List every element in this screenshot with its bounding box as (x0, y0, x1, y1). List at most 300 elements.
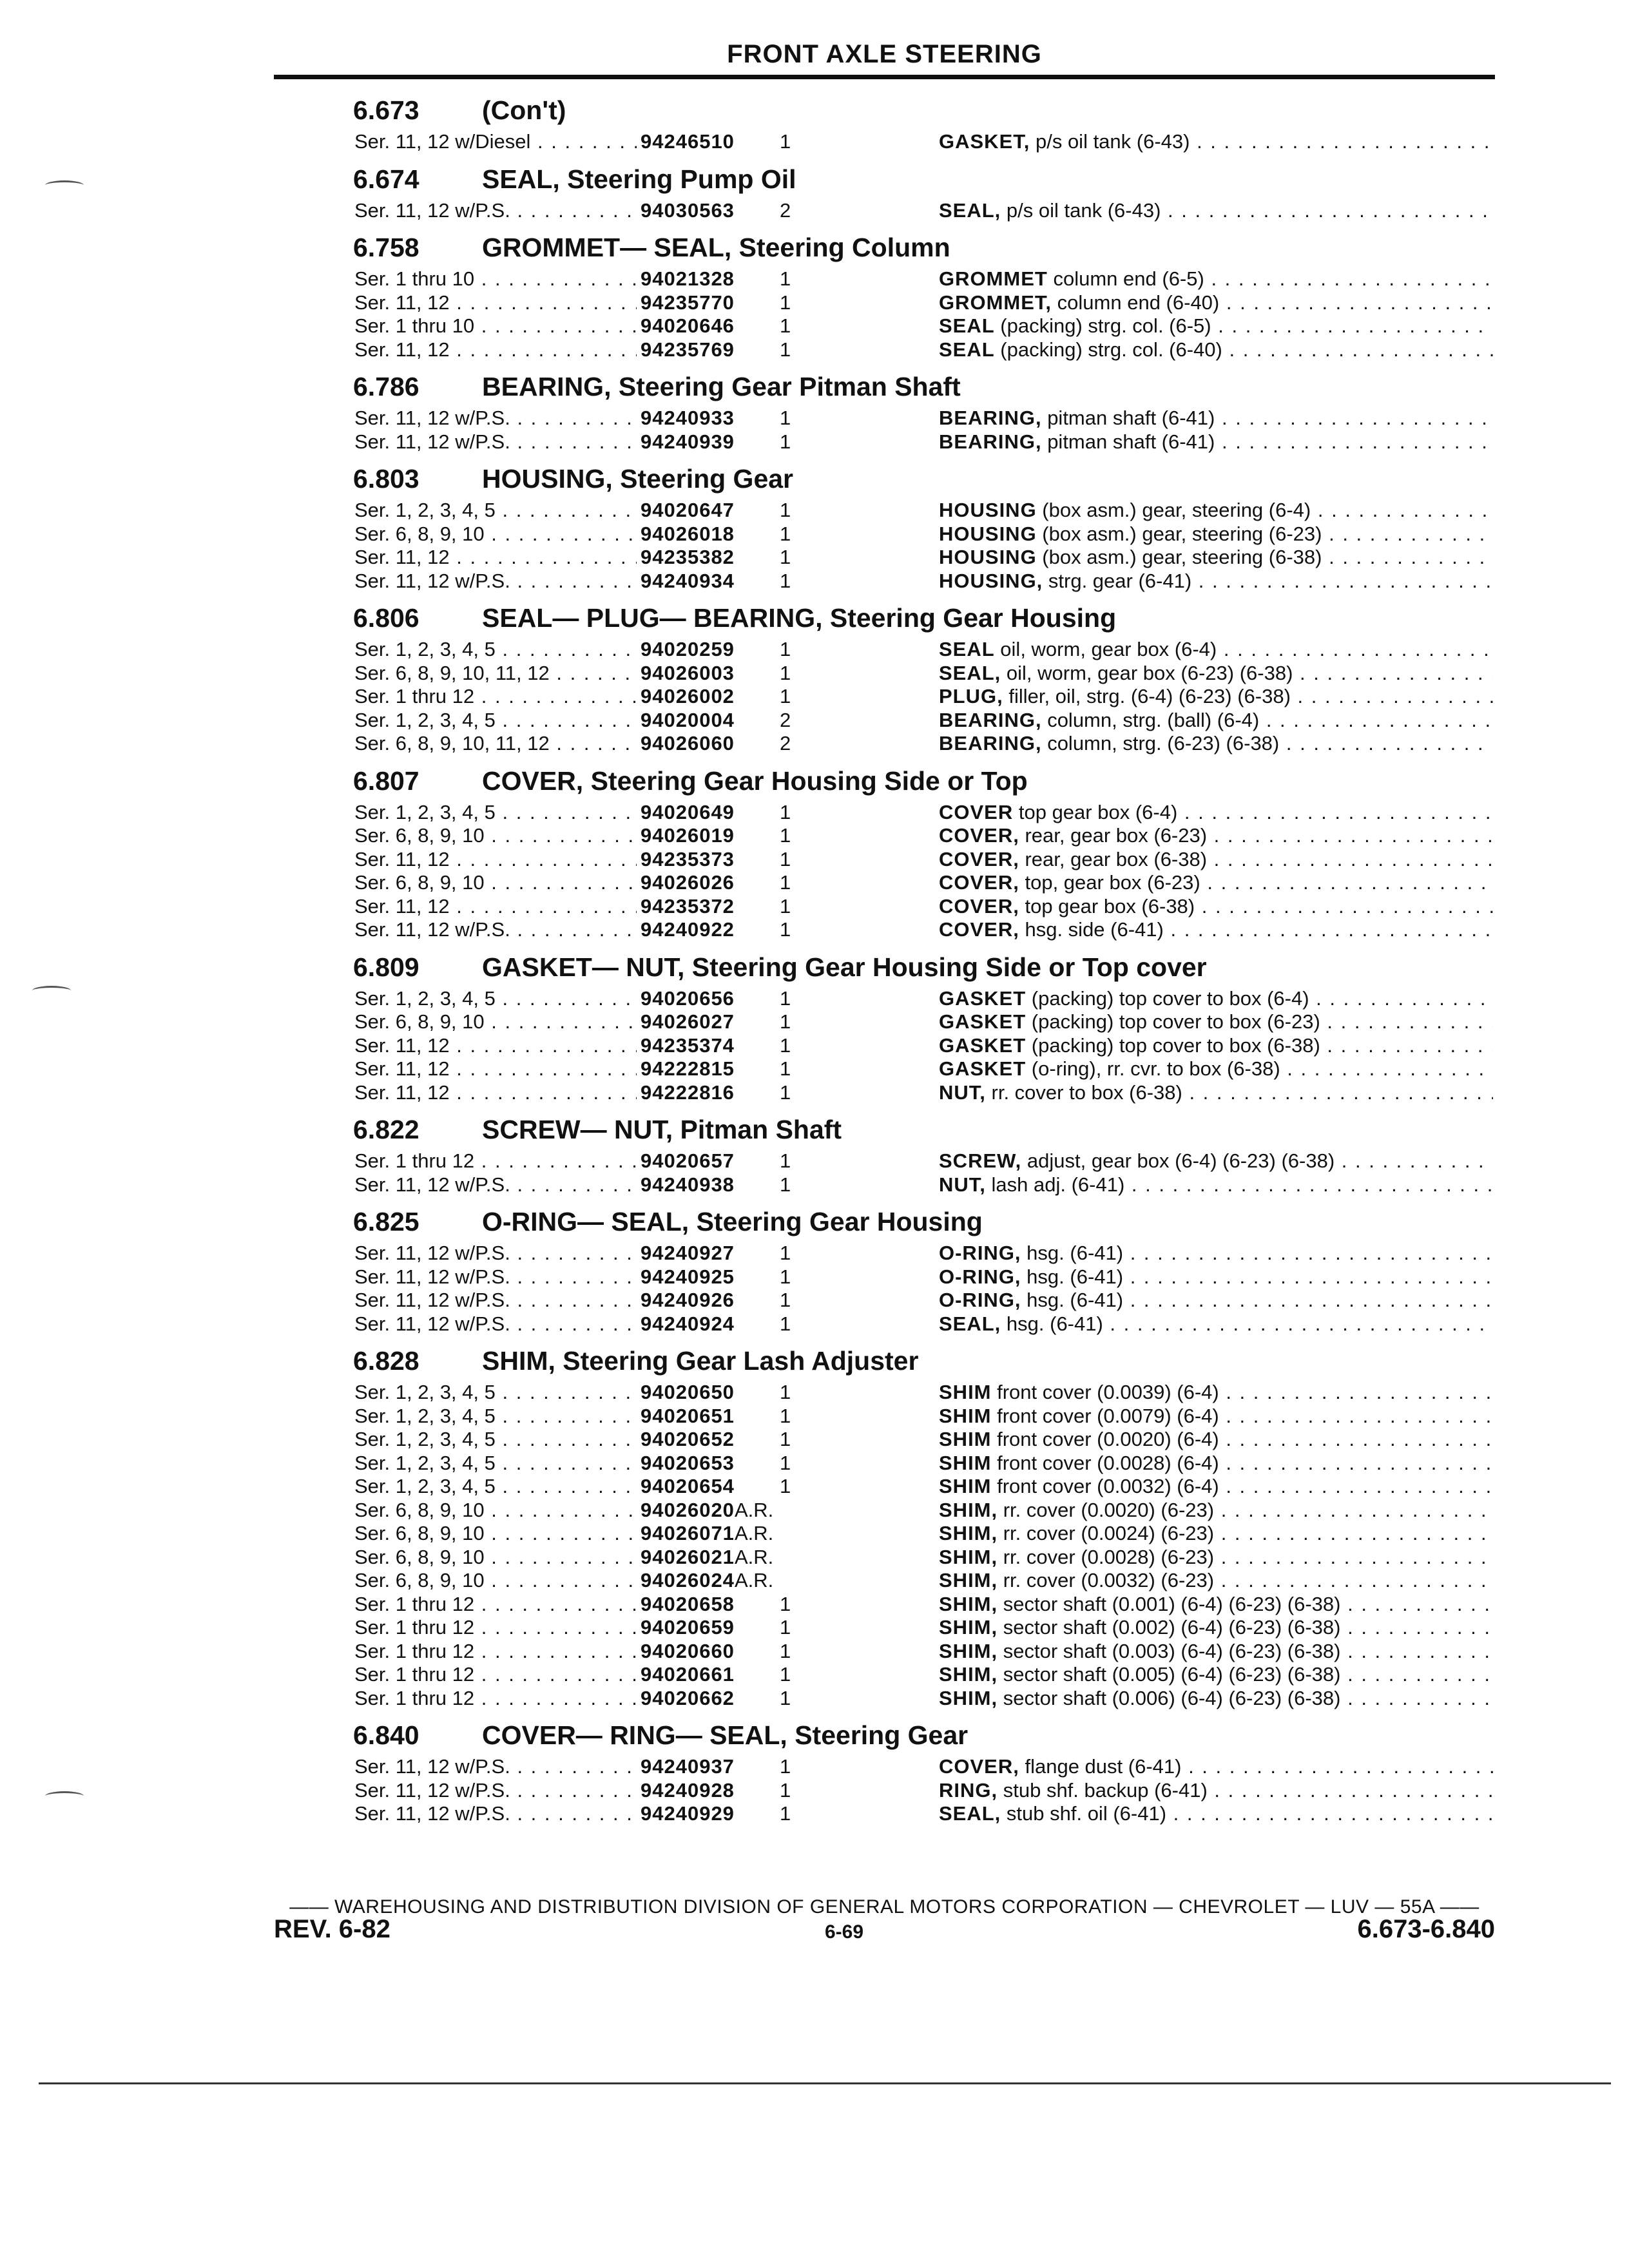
part-number-value: 94240922 (641, 918, 735, 941)
table-row (353, 1452, 1494, 1475)
part-number (637, 987, 735, 1011)
part-number (637, 1242, 735, 1265)
serial-range: Ser. 1, 2, 3, 4, 5 . . . (354, 638, 638, 662)
table-row (353, 685, 1494, 709)
part-keyword: NUT, (939, 1173, 986, 1196)
part-keyword: SHIM, (939, 1545, 998, 1568)
section-heading (353, 947, 1494, 987)
quantity: 1 (780, 824, 791, 847)
part-number (637, 1499, 773, 1523)
quantity: 1 (780, 1242, 791, 1264)
quantity: 1 (780, 1592, 791, 1615)
page-header (274, 40, 1495, 79)
serial-range: Ser. 11, 12 . . . (354, 895, 638, 919)
quantity: 1 (780, 894, 791, 918)
part-number (637, 546, 735, 570)
part-detail: strg. gear (6-41) (1043, 569, 1192, 592)
section-heading (353, 1110, 1494, 1149)
quantity: 1 (780, 1778, 791, 1802)
quantity: 1 (780, 1289, 791, 1311)
table-row (353, 1289, 1494, 1312)
part-description (939, 1242, 1493, 1265)
section-title: (Con't) (482, 95, 566, 125)
part-description (939, 430, 1493, 454)
quantity: 1 (780, 1265, 791, 1288)
part-keyword: HOUSING (939, 522, 1037, 545)
section-rows (353, 1381, 1494, 1710)
part-keyword: O-RING, (939, 1242, 1021, 1264)
table-row (353, 1010, 1494, 1034)
quantity: 1 (780, 407, 791, 429)
part-detail: (packing) strg. col. (6-5) (994, 314, 1211, 337)
part-number (637, 1687, 735, 1711)
section-heading (353, 90, 1494, 130)
page-number: 6-69 (825, 1921, 864, 1943)
part-description (939, 1663, 1493, 1687)
parts-list (353, 90, 1494, 1831)
part-number-value: 94020654 (641, 1475, 735, 1497)
quantity: 1 (780, 1755, 791, 1778)
part-detail: top gear box (6-38) (1019, 894, 1195, 918)
part-description (939, 824, 1493, 848)
part-number-value: 94020649 (641, 800, 735, 823)
part-number-value: 94246510 (641, 130, 735, 153)
section-heading (353, 227, 1494, 267)
table-row (353, 871, 1494, 895)
part-number (637, 732, 735, 756)
part-description (939, 1687, 1493, 1711)
table-row (353, 848, 1494, 872)
part-keyword: BEARING, (939, 407, 1042, 429)
table-row (353, 130, 1494, 154)
table-row (353, 1312, 1494, 1336)
part-keyword: SEAL, (939, 198, 1001, 222)
table-row (353, 430, 1494, 454)
part-keyword: NUT, (939, 1081, 986, 1104)
section-title: COVER, Steering Gear Housing Side or Top (482, 765, 1028, 796)
part-description (939, 1312, 1493, 1336)
part-number (637, 824, 735, 848)
section-rows (353, 407, 1494, 454)
section-title: GROMMET— SEAL, Steering Column (482, 233, 950, 262)
part-number-value: 94020662 (641, 1686, 735, 1709)
part-detail: pitman shaft (6-41) (1041, 407, 1215, 429)
serial-range: Ser. 1, 2, 3, 4, 5 . . . (354, 709, 638, 733)
part-number-value: 94020657 (641, 1149, 735, 1172)
part-number-value: 94030563 (641, 198, 735, 222)
quantity: 1 (780, 314, 791, 337)
part-number (637, 662, 735, 686)
part-description (939, 1499, 1493, 1523)
part-number (637, 1173, 735, 1197)
section-number: 6.803 (353, 464, 419, 494)
part-number-value: 94235374 (641, 1033, 735, 1057)
quantity: 1 (780, 1173, 791, 1196)
quantity: 1 (780, 522, 791, 545)
part-detail: rr. cover (0.0032) (6-23) (998, 1569, 1215, 1591)
quantity: 1 (780, 291, 791, 314)
part-keyword: SHIM, (939, 1592, 998, 1615)
part-keyword: SEAL (939, 314, 995, 337)
part-description (939, 546, 1493, 570)
part-detail: lash adj. (6-41) (985, 1173, 1125, 1196)
table-row (353, 1265, 1494, 1289)
table-row (353, 1640, 1494, 1664)
section-number: 6.828 (353, 1346, 419, 1376)
part-detail: top gear box (6-4) (1013, 800, 1178, 823)
part-number-value: 94026024 (641, 1569, 735, 1591)
serial-range: Ser. 11, 12 . . . (354, 1081, 638, 1105)
quantity: 1 (780, 1312, 791, 1335)
table-row (353, 918, 1494, 942)
serial-range: Ser. 11, 12 . . . (354, 848, 638, 872)
part-number (637, 1265, 735, 1289)
quantity: 1 (780, 986, 791, 1010)
section-6-822 (353, 1110, 1494, 1196)
serial-range: Ser. 1 thru 12 . . . (354, 1687, 638, 1711)
part-detail: filler, oil, strg. (6-4) (6-23) (6-38) (1003, 685, 1291, 707)
part-keyword: SHIM, (939, 1639, 998, 1662)
part-detail: sector shaft (0.003) (6-4) (6-23) (6-38) (998, 1639, 1341, 1662)
part-number-value: 94020658 (641, 1592, 735, 1615)
part-keyword: SEAL, (939, 1802, 1001, 1825)
serial-range: Ser. 11, 12 w/P.S. . . . (354, 570, 638, 593)
part-number (637, 1010, 735, 1034)
table-row (353, 1663, 1494, 1687)
part-description (939, 199, 1493, 223)
part-detail: (packing) top cover to box (6-23) (1026, 1010, 1320, 1033)
part-number (637, 1428, 735, 1452)
part-description (939, 1265, 1493, 1289)
as-required-note: A.R. (734, 1522, 774, 1544)
section-number: 6.809 (353, 952, 419, 982)
table-row (353, 1173, 1494, 1197)
quantity: 1 (780, 800, 791, 823)
part-description (939, 1428, 1493, 1452)
part-number-value: 94020259 (641, 638, 735, 660)
part-number-value: 94020661 (641, 1663, 735, 1686)
part-number (637, 685, 735, 709)
serial-range: Ser. 6, 8, 9, 10, 11, 12 . . . (354, 732, 638, 756)
table-row (353, 1428, 1494, 1452)
quantity: 1 (780, 847, 791, 870)
part-description (939, 1475, 1493, 1499)
margin-mark (32, 986, 71, 995)
section-rows (353, 199, 1494, 223)
part-description (939, 1452, 1493, 1475)
part-keyword: HOUSING (939, 546, 1037, 568)
part-keyword: GASKET (939, 1057, 1027, 1080)
part-keyword: COVER, (939, 871, 1019, 894)
section-heading (353, 1202, 1494, 1242)
part-description (939, 871, 1493, 895)
serial-range: Ser. 1, 2, 3, 4, 5 . . . (354, 1428, 638, 1452)
part-number (637, 1475, 735, 1499)
serial-range: Ser. 1 thru 12 . . . (354, 1616, 638, 1640)
table-row (353, 1593, 1494, 1617)
quantity: 1 (780, 685, 791, 707)
section-title: COVER— RING— SEAL, Steering Gear (482, 1720, 969, 1750)
table-row (353, 824, 1494, 848)
table-row (353, 546, 1494, 570)
part-description (939, 918, 1493, 942)
table-row (353, 1802, 1494, 1826)
part-keyword: SHIM (939, 1475, 992, 1497)
serial-range: Ser. 11, 12 w/P.S. . . . (354, 1173, 638, 1197)
part-keyword: HOUSING (939, 499, 1037, 521)
part-number (637, 1640, 735, 1664)
part-detail: front cover (0.0032) (6-4) (991, 1475, 1219, 1497)
table-row (353, 732, 1494, 756)
revision-label: REV. 6-82 (274, 1915, 390, 1943)
serial-range: Ser. 11, 12 w/P.S. . . . (354, 1779, 638, 1803)
footer-division-line: —— WAREHOUSING AND DISTRIBUTION DIVISION OF GENERAL MOTORS CORPORATION — CHEVROLET — LUV — 55A —— (289, 1896, 1480, 1917)
part-number (637, 338, 735, 362)
table-row (353, 1475, 1494, 1499)
part-number (637, 1802, 735, 1826)
part-number (637, 570, 735, 593)
part-detail: sector shaft (0.001) (6-4) (6-23) (6-38) (998, 1592, 1341, 1615)
serial-range: Ser. 11, 12 w/P.S. . . . (354, 1312, 638, 1336)
section-number: 6.825 (353, 1207, 419, 1236)
part-number (637, 1381, 735, 1405)
part-number (637, 918, 735, 942)
serial-range: Ser. 6, 8, 9, 10 . . . (354, 1522, 638, 1546)
part-number-value: 94026020 (641, 1498, 735, 1521)
as-required-note: A.R. (734, 1545, 774, 1568)
part-description (939, 1779, 1493, 1803)
table-row (353, 338, 1494, 362)
part-number-value: 94240924 (641, 1312, 735, 1335)
part-number-value: 94235373 (641, 847, 735, 870)
section-rows (353, 638, 1494, 756)
part-detail: front cover (0.0020) (6-4) (991, 1428, 1219, 1450)
table-row (353, 1081, 1494, 1105)
part-description (939, 1289, 1493, 1312)
part-number (637, 199, 735, 223)
serial-range: Ser. 11, 12 w/P.S. . . . (354, 1289, 638, 1312)
part-detail: (box asm.) gear, steering (6-23) (1036, 522, 1322, 545)
section-6-809 (353, 947, 1494, 1105)
part-keyword: SEAL, (939, 1312, 1001, 1335)
part-description (939, 662, 1493, 686)
part-description (939, 848, 1493, 872)
part-number (637, 1452, 735, 1475)
part-number-value: 94240938 (641, 1173, 735, 1196)
quantity: 1 (780, 1475, 791, 1497)
part-detail: pitman shaft (6-41) (1041, 430, 1215, 453)
part-number (637, 1081, 735, 1105)
quantity: 1 (780, 338, 791, 361)
part-number-value: 94020651 (641, 1404, 735, 1427)
section-heading (353, 367, 1494, 407)
table-row (353, 1499, 1494, 1523)
part-number-value: 94026019 (641, 824, 735, 847)
part-keyword: SHIM (939, 1428, 992, 1450)
table-row (353, 709, 1494, 733)
part-description (939, 801, 1493, 825)
part-detail: (box asm.) gear, steering (6-4) (1036, 499, 1311, 521)
part-detail: sector shaft (0.002) (6-4) (6-23) (6-38) (998, 1616, 1341, 1639)
section-heading (353, 459, 1494, 499)
serial-range: Ser. 11, 12 . . . (354, 546, 638, 570)
table-row (353, 1755, 1494, 1779)
part-number-value: 94020660 (641, 1639, 735, 1662)
section-6-828 (353, 1341, 1494, 1710)
part-number-value: 94020647 (641, 499, 735, 521)
part-number-value: 94026021 (641, 1545, 735, 1568)
part-description (939, 130, 1493, 154)
part-keyword: COVER, (939, 824, 1019, 847)
part-description (939, 570, 1493, 593)
section-number: 6.822 (353, 1115, 419, 1144)
quantity: 1 (780, 499, 791, 521)
part-description (939, 1149, 1493, 1173)
part-keyword: HOUSING, (939, 569, 1043, 592)
section-number: 6.786 (353, 372, 419, 401)
part-detail: front cover (0.0028) (6-4) (991, 1451, 1219, 1474)
part-number-value: 94235770 (641, 291, 735, 314)
part-number-value: 94020652 (641, 1428, 735, 1450)
part-number (637, 895, 735, 919)
serial-range: Ser. 1 thru 10 . . . (354, 314, 638, 338)
table-row (353, 499, 1494, 523)
serial-range: Ser. 1, 2, 3, 4, 5 . . . (354, 499, 638, 523)
section-6-786 (353, 367, 1494, 454)
part-keyword: GASKET (939, 986, 1027, 1010)
section-heading (353, 159, 1494, 199)
part-detail: hsg. (6-41) (1021, 1242, 1124, 1264)
quantity: 1 (780, 1802, 791, 1825)
section-heading (353, 1341, 1494, 1381)
part-description (939, 1522, 1493, 1546)
section-number: 6.673 (353, 95, 419, 125)
quantity: 1 (780, 1639, 791, 1662)
serial-range: Ser. 6, 8, 9, 10 . . . (354, 523, 638, 546)
part-keyword: PLUG, (939, 685, 1003, 707)
part-description (939, 407, 1493, 430)
quantity: 1 (780, 1451, 791, 1474)
part-description (939, 267, 1493, 291)
serial-range: Ser. 11, 12 w/P.S. . . . (354, 1755, 638, 1779)
part-keyword: GASKET (939, 1010, 1027, 1033)
quantity: 1 (780, 1686, 791, 1709)
quantity: 1 (780, 1616, 791, 1639)
margin-mark (45, 1791, 84, 1801)
part-number-value: 94020650 (641, 1381, 735, 1403)
quantity: 2 (780, 708, 791, 731)
part-number-value: 94222816 (641, 1081, 735, 1104)
part-keyword: O-RING, (939, 1265, 1021, 1288)
part-number-value: 94021328 (641, 267, 735, 290)
quantity: 1 (780, 546, 791, 568)
section-heading (353, 598, 1494, 638)
part-description (939, 1381, 1493, 1405)
section-6-840 (353, 1715, 1494, 1826)
part-number (637, 801, 735, 825)
serial-range: Ser. 6, 8, 9, 10 . . . (354, 1010, 638, 1034)
table-row (353, 1522, 1494, 1546)
section-6-758 (353, 227, 1494, 361)
table-row (353, 199, 1494, 223)
section-6-673 (353, 90, 1494, 154)
part-description (939, 499, 1493, 523)
part-keyword: GROMMET (939, 267, 1048, 290)
part-number (637, 1755, 735, 1779)
part-description (939, 732, 1493, 756)
part-number-value: 94235382 (641, 546, 735, 568)
part-keyword: GASKET (939, 1033, 1027, 1057)
page-title: FRONT AXLE STEERING (727, 40, 1042, 68)
part-description (939, 1802, 1493, 1826)
part-number-value: 94240939 (641, 430, 735, 453)
part-keyword: BEARING, (939, 430, 1042, 453)
part-detail: hsg. (6-41) (1021, 1265, 1124, 1288)
part-detail: (o-ring), rr. cvr. to box (6-38) (1026, 1057, 1280, 1080)
as-required-note: A.R. (734, 1569, 774, 1591)
part-keyword: SHIM, (939, 1498, 998, 1521)
serial-range: Ser. 1 thru 12 . . . (354, 1663, 638, 1687)
section-rows (353, 1149, 1494, 1196)
section-title: SEAL, Steering Pump Oil (482, 164, 796, 194)
part-number-value: 94240933 (641, 407, 735, 429)
section-rows (353, 987, 1494, 1105)
part-description (939, 291, 1493, 315)
part-description (939, 1593, 1493, 1617)
quantity: 1 (780, 1081, 791, 1104)
serial-range: Ser. 11, 12 w/P.S. . . . (354, 430, 638, 454)
part-description (939, 1755, 1493, 1779)
part-number (637, 1034, 735, 1058)
part-detail: rr. cover to box (6-38) (985, 1081, 1182, 1104)
part-number (637, 291, 735, 315)
part-keyword: COVER, (939, 847, 1019, 870)
part-number (637, 1405, 735, 1428)
part-number-value: 94026060 (641, 732, 735, 754)
quantity: 1 (780, 430, 791, 453)
section-title: GASKET— NUT, Steering Gear Housing Side or Top cover (482, 952, 1207, 982)
bottom-rule (39, 2082, 1611, 2084)
quantity: 1 (780, 1381, 791, 1403)
section-rows (353, 1242, 1494, 1336)
quantity: 1 (780, 638, 791, 660)
part-number (637, 1522, 773, 1546)
part-number (637, 1779, 735, 1803)
serial-range: Ser. 11, 12 . . . (354, 1057, 638, 1081)
part-description (939, 1546, 1493, 1570)
part-number (637, 871, 735, 895)
table-row (353, 801, 1494, 825)
serial-range: Ser. 1, 2, 3, 4, 5 . . . (354, 987, 638, 1011)
section-6-803 (353, 459, 1494, 593)
section-number: 6.840 (353, 1720, 419, 1750)
section-rows (353, 1755, 1494, 1826)
quantity: 1 (780, 661, 791, 684)
part-number-value: 94240927 (641, 1242, 735, 1264)
serial-range: Ser. 11, 12 w/P.S. . . . (354, 1265, 638, 1289)
part-keyword: BEARING, (939, 708, 1042, 731)
part-description (939, 1081, 1493, 1105)
part-number (637, 130, 735, 154)
part-detail: p/s oil tank (6-43) (1001, 198, 1161, 222)
part-number-value: 94240925 (641, 1265, 735, 1288)
part-keyword: GROMMET, (939, 291, 1052, 314)
part-keyword: O-RING, (939, 1289, 1021, 1311)
table-row (353, 570, 1494, 593)
part-keyword: COVER, (939, 1755, 1019, 1778)
part-description (939, 1010, 1493, 1034)
part-description (939, 895, 1493, 919)
